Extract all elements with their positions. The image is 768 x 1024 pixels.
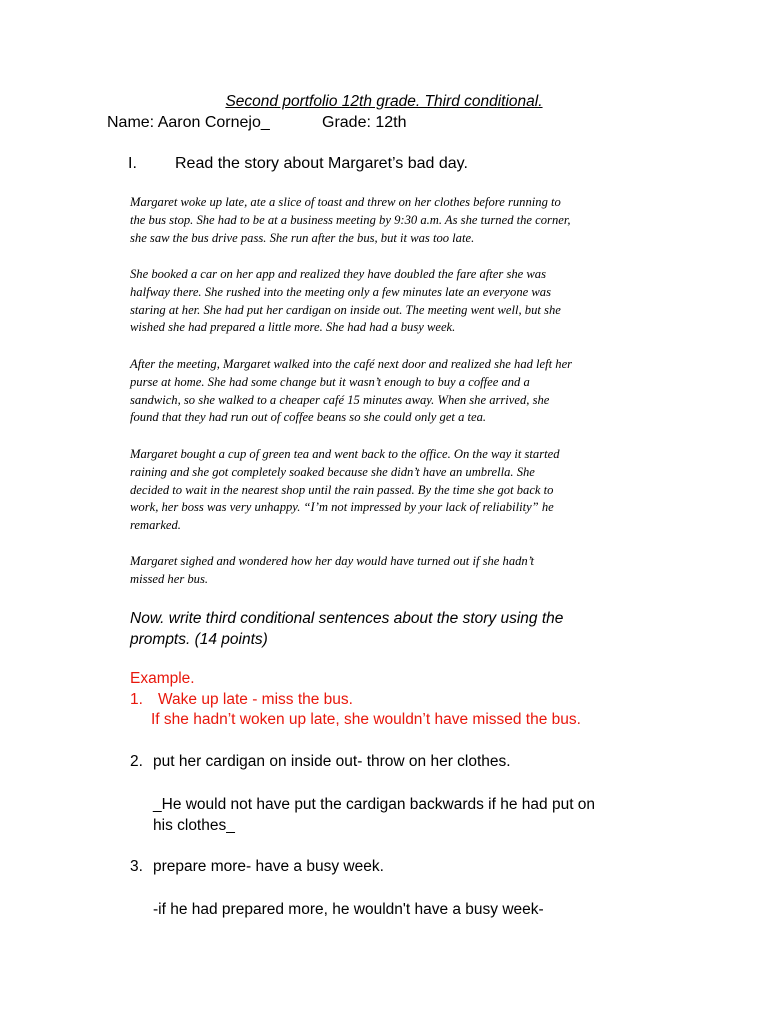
story-paragraph-4	[130, 446, 670, 535]
story-line: missed her bus.	[130, 571, 209, 586]
story-line: Margaret woke up late, ate a slice of toast and threw on her clothes before running to	[130, 195, 561, 209]
story-line: decided to wait in the nearest shop until the rain passed. By the time she got back to	[130, 482, 554, 497]
instructions	[130, 608, 650, 650]
story-line: halfway there. She rushed into the meeting only a few minutes late an everyone was	[130, 284, 551, 299]
story-line: raining and she got completely soaked because she didn’t have an umbrella. She	[130, 464, 535, 479]
story-line: staring at her. She had put her cardigan on inside out. The meeting went well, but she	[130, 302, 561, 317]
story-line: the bus stop. She had to be at a business meeting by 9:30 a.m. As she turned the corner,	[130, 212, 571, 227]
example-prompt: Wake up late - miss the bus.	[158, 691, 353, 708]
example-number: 1.	[130, 691, 143, 708]
example-label: Example.	[130, 670, 195, 687]
story-line: remarked.	[130, 518, 181, 533]
story-line: wished she had prepared a little more. She had had a busy week.	[130, 320, 456, 335]
story-line: Margaret bought a cup of green tea and went back to the office. On the way it started	[130, 447, 560, 461]
student-grade: Grade: 12th	[322, 114, 407, 131]
instructions-line: Now. write third conditional sentences about the story using the	[130, 610, 564, 627]
story-line: Margaret sighed and wondered how her day would have turned out if she hadn’t	[130, 554, 535, 568]
question-3-number: 3.	[130, 858, 143, 875]
story-paragraph-3	[130, 356, 670, 427]
question-2-answer: his clothes_	[153, 817, 235, 834]
story-paragraph-1	[130, 194, 670, 247]
story-line: work, her boss was very unhappy. “I’m not impressed by your lack of reliability” he	[130, 500, 554, 515]
question-3-prompt: prepare more- have a busy week.	[153, 858, 384, 875]
instructions-line: prompts. (14 points)	[130, 631, 268, 648]
story-line: purse at home. She had some change but it wasn’t enough to buy a coffee and a	[130, 374, 530, 389]
question-2-number: 2.	[130, 753, 143, 770]
story-line: She booked a car on her app and realized they have doubled the fare after she was	[130, 267, 546, 281]
section-number: I.	[128, 155, 137, 172]
student-name: Name: Aaron Cornejo_	[107, 114, 270, 131]
story-line: sandwich, so she walked to a cheaper café 15 minutes away. When she arrived, she	[130, 392, 550, 407]
question-2-answer: _He would not have put the cardigan backwards if he had put on	[153, 796, 596, 813]
story-line: After the meeting, Margaret walked into the café next door and realized she had left her	[130, 357, 573, 371]
example-answer: If she hadn’t woken up late, she wouldn’t have missed the bus.	[151, 711, 581, 728]
story-paragraph-2	[130, 266, 670, 337]
story-line: found that they had run out of coffee beans so she could only get a tea.	[130, 410, 487, 425]
question-2-prompt: put her cardigan on inside out- throw on her clothes.	[153, 753, 511, 770]
question-3-answer: -if he had prepared more, he wouldn't have a busy week-	[153, 901, 544, 918]
story-line: she saw the bus drive pass. She run after the bus, but it was too late.	[130, 230, 475, 245]
section-title: Read the story about Margaret’s bad day.	[175, 155, 468, 172]
worksheet-title: Second portfolio 12th grade. Third conditional.	[225, 93, 543, 110]
story-paragraph-5	[130, 553, 670, 589]
